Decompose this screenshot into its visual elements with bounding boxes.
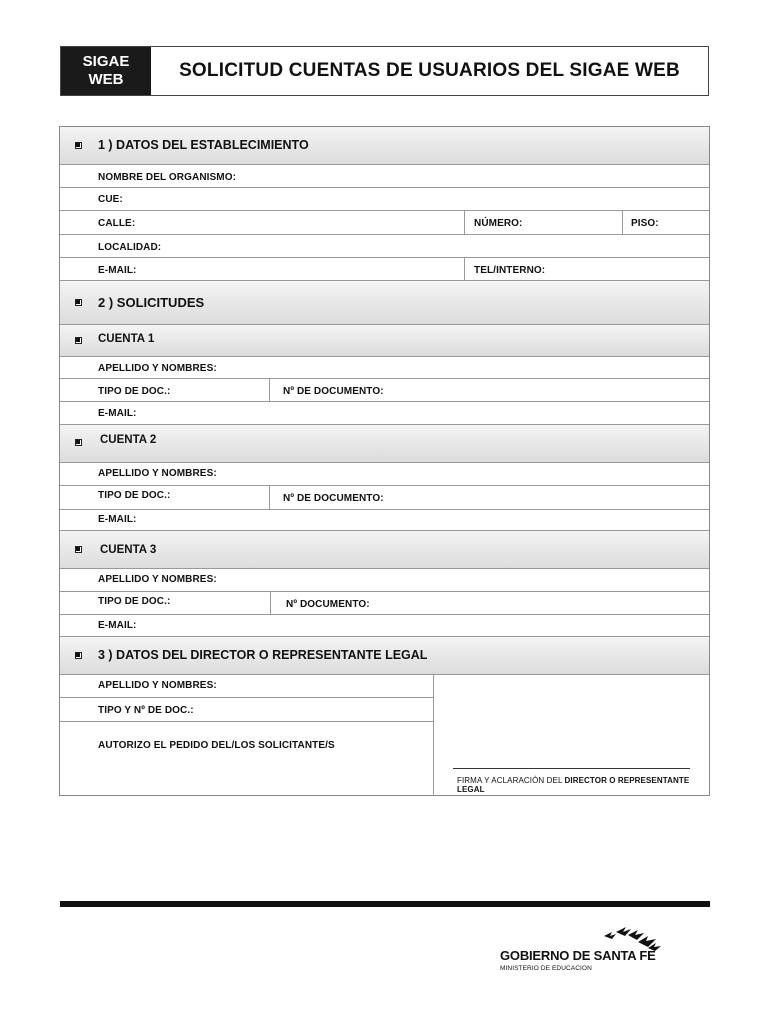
divider (464, 211, 465, 235)
field-row-apellido[interactable] (60, 569, 709, 592)
field-row-email[interactable] (60, 510, 709, 531)
section-title: 2 ) SOLICITUDES (98, 295, 205, 310)
divider (270, 592, 271, 615)
gov-sub: MINISTERIO DE EDUCACION (500, 965, 592, 972)
tel-label: TEL/INTERNO: (474, 265, 546, 276)
email-label: E-MAIL: (98, 514, 137, 525)
page-title: SOLICITUD CUENTAS DE USUARIOS DEL SIGAE WEB (179, 60, 680, 81)
logo-line2: WEB (88, 71, 124, 88)
apellido-label: APELLIDO Y NOMBRES: (98, 574, 217, 585)
divider (269, 379, 270, 402)
tipo-doc-label: TIPO Y Nº DE DOC.: (98, 705, 194, 716)
signature-caption-prefix: FIRMA Y ACLARACIÓN DEL (457, 776, 565, 785)
checkbox-bullet-icon (75, 439, 82, 446)
section-header-director (60, 637, 709, 675)
numero-label: NÚMERO: (474, 218, 523, 229)
signature-line (453, 768, 690, 769)
logo-line1: SIGAE (82, 53, 130, 70)
localidad-label: LOCALIDAD: (98, 242, 162, 253)
email-label: E-MAIL: (98, 408, 137, 419)
checkbox-bullet-icon (75, 142, 82, 149)
section-title: 3 ) DATOS DEL DIRECTOR O REPRESENTANTE LEGAL (98, 648, 428, 662)
nombre-organismo-label: NOMBRE DEL ORGANISMO: (98, 172, 237, 183)
field-row-apellido[interactable] (60, 675, 434, 698)
field-row-apellido[interactable] (60, 357, 709, 379)
checkbox-bullet-icon (75, 652, 82, 659)
field-row-email[interactable] (60, 402, 709, 425)
form-header (60, 46, 709, 96)
section-header-solicitudes (60, 281, 709, 325)
subsection-header-cuenta-3 (60, 531, 709, 569)
email-label: E-MAIL: (98, 620, 137, 631)
calle-label: CALLE: (98, 218, 136, 229)
field-row-calle[interactable] (60, 211, 709, 235)
field-row-localidad[interactable] (60, 235, 709, 258)
apellido-label: APELLIDO Y NOMBRES: (98, 363, 217, 374)
gobierno-santa-fe-logo (498, 926, 673, 978)
subsection-header-cuenta-1 (60, 325, 709, 357)
footer-bar (60, 901, 710, 907)
field-row-nombre-organismo[interactable] (60, 165, 709, 188)
divider (622, 211, 623, 235)
autorizo-area[interactable] (60, 722, 434, 795)
request-form (59, 126, 710, 796)
piso-label: PISO: (631, 218, 659, 229)
field-row-email-tel[interactable] (60, 258, 709, 281)
checkbox-bullet-icon (75, 337, 82, 344)
field-row-documento[interactable] (60, 592, 709, 615)
num-doc-label: Nº DE DOCUMENTO: (283, 493, 384, 504)
autorizo-text: AUTORIZO EL PEDIDO DEL/LOS SOLICITANTE/S (98, 740, 335, 751)
field-row-documento[interactable] (60, 379, 709, 402)
field-row-tipo-doc[interactable] (60, 698, 434, 722)
gov-name: GOBIERNO DE SANTA FE (500, 948, 656, 963)
subsection-title: CUENTA 2 (100, 434, 157, 446)
section-title: 1 ) DATOS DEL ESTABLECIMIENTO (98, 138, 309, 152)
apellido-label: APELLIDO Y NOMBRES: (98, 468, 217, 479)
tipo-doc-label: TIPO DE DOC.: (98, 386, 171, 397)
email-label: E-MAIL: (98, 265, 137, 276)
apellido-label: APELLIDO Y NOMBRES: (98, 680, 217, 691)
cue-label: CUE: (98, 194, 123, 205)
signature-caption-bold: DIRECTOR O REPRESENTANTE LEGAL (457, 776, 690, 794)
section-header-establecimiento (60, 127, 709, 165)
field-row-cue[interactable] (60, 188, 709, 211)
num-doc-label: Nº DE DOCUMENTO: (283, 386, 384, 397)
signature-caption (457, 776, 709, 794)
field-row-documento[interactable] (60, 486, 709, 510)
tipo-doc-label: TIPO DE DOC.: (98, 596, 171, 607)
sigae-web-logo (61, 47, 151, 95)
field-row-apellido[interactable] (60, 463, 709, 486)
signature-area[interactable] (434, 675, 709, 795)
checkbox-bullet-icon (75, 546, 82, 553)
field-row-email[interactable] (60, 615, 709, 637)
subsection-header-cuenta-2 (60, 425, 709, 463)
num-doc-label: Nº DOCUMENTO: (286, 599, 370, 610)
divider (269, 486, 270, 510)
checkbox-bullet-icon (75, 299, 82, 306)
subsection-title: CUENTA 1 (98, 333, 155, 345)
subsection-title: CUENTA 3 (100, 544, 157, 556)
divider (464, 258, 465, 281)
tipo-doc-label: TIPO DE DOC.: (98, 490, 171, 501)
